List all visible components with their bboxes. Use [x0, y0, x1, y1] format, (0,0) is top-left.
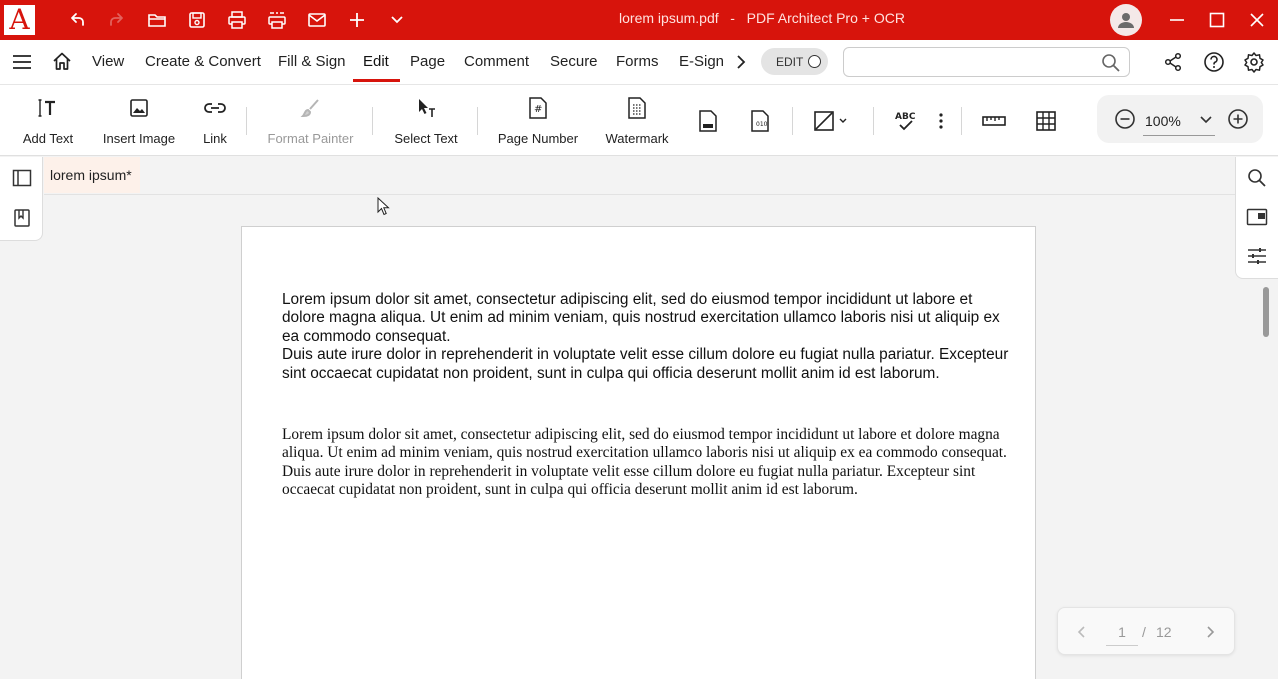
find-search-icon[interactable] — [1247, 168, 1267, 193]
zoom-chevron-down-icon[interactable] — [1199, 113, 1213, 131]
link-button[interactable]: Link — [201, 95, 229, 146]
tab-comment[interactable]: Comment — [464, 53, 530, 70]
share-icon[interactable] — [1163, 52, 1183, 77]
insert-image-button[interactable]: Insert Image — [101, 95, 177, 146]
tab-fill-sign[interactable]: Fill & Sign — [278, 53, 346, 70]
page-number-button[interactable]: # Page Number — [497, 95, 579, 146]
more-options-icon[interactable] — [928, 108, 954, 134]
zoom-control — [1097, 95, 1263, 143]
ruler-icon[interactable] — [981, 108, 1007, 134]
new-plus-icon[interactable] — [345, 8, 369, 32]
link-icon — [202, 95, 228, 121]
svg-text:#: # — [534, 104, 543, 115]
ribbon-separator — [477, 107, 478, 135]
tab-create-convert[interactable]: Create & Convert — [145, 53, 261, 70]
mouse-pointer-icon — [377, 197, 391, 222]
tab-forms[interactable]: Forms — [616, 53, 659, 70]
image-icon — [128, 95, 150, 121]
pdf-page — [241, 226, 1036, 679]
ribbon-separator — [372, 107, 373, 135]
svg-text:010: 010 — [756, 121, 768, 128]
zoom-in-icon[interactable] — [1227, 108, 1249, 135]
window-title: lorem ipsum.pdf - PDF Architect Pro + OCR — [619, 10, 905, 26]
paragraph-serif[interactable]: Lorem ipsum dolor sit amet, consectetur adipiscing elit, sed do eiusmod tempor incididunt ut labore et dolore magna aliqua. Ut enim ad minim veniam, quis nostrud exercitation ullamco laboris nisi ut aliquip ex ea commodo consequat. Duis aute irure dolor in reprehenderit in voluptate velit esse cillum dolore eu fugiat nulla pariatur. Excepteur sint occaecat cupidatat non proident, sunt in culpa qui officia deserunt mollit anim id est laborum. — [282, 426, 1007, 499]
save-icon[interactable] — [185, 8, 209, 32]
tab-view[interactable]: View — [92, 53, 125, 70]
page-separator: / — [1142, 624, 1146, 640]
add-text-button[interactable]: Add Text — [22, 95, 74, 146]
bates-numbering-icon[interactable] — [747, 108, 773, 134]
hamburger-menu-icon[interactable] — [12, 52, 32, 77]
spell-check-icon[interactable] — [893, 108, 919, 134]
page-number-icon — [527, 95, 549, 121]
watermark-icon — [626, 95, 648, 121]
print-preview-icon[interactable] — [265, 8, 289, 32]
unsaved-marker: * — [126, 167, 132, 183]
next-page-icon[interactable] — [1200, 622, 1220, 642]
tab-edit[interactable]: Edit — [363, 53, 389, 70]
watermark-button[interactable]: Watermark — [603, 95, 671, 146]
vertical-scrollbar-thumb[interactable] — [1263, 287, 1269, 337]
user-avatar-icon[interactable] — [1110, 4, 1142, 36]
ribbon-separator — [246, 107, 247, 135]
previous-page-icon[interactable] — [1072, 622, 1092, 642]
document-tab-name: lorem ipsum — [50, 167, 127, 183]
edit-ribbon — [0, 84, 1278, 156]
redact-dropdown-icon[interactable] — [812, 108, 852, 134]
left-panel — [0, 157, 43, 241]
adjustments-sliders-icon[interactable] — [1246, 246, 1268, 271]
header-footer-icon[interactable] — [695, 108, 721, 134]
current-page-underline — [1106, 645, 1138, 646]
maximize-icon[interactable] — [1205, 8, 1229, 32]
add-text-icon — [37, 95, 59, 121]
zoom-out-icon[interactable] — [1114, 108, 1136, 135]
title-bar — [0, 0, 1278, 40]
open-folder-icon[interactable] — [145, 8, 169, 32]
edit-toggle-label: EDIT — [776, 54, 804, 69]
ribbon-separator — [792, 107, 793, 135]
redo-icon[interactable] — [105, 8, 129, 32]
right-panel — [1235, 157, 1278, 279]
bookmark-icon[interactable] — [13, 208, 31, 233]
sidebar-toggle-icon[interactable] — [12, 169, 32, 192]
paragraph-sans[interactable]: Lorem ipsum dolor sit amet, consectetur adipiscing elit, sed do eiusmod tempor incididunt ut labore et dolore magna aliqua. Ut enim ad minim veniam, quis nostrud exercitation ullamco laboris nisi ut aliquip ex ea commodo consequat. Duis aute irure dolor in reprehenderit in voluptate velit esse cillum dolore eu fugiat nulla pariatur. Excepteur sint occaecat cupidatat non proident, sunt in culpa qui officia deserunt mollit anim id est laborum. — [282, 291, 1009, 382]
paint-brush-icon — [300, 95, 322, 121]
toggle-knob — [808, 55, 821, 68]
settings-gear-icon[interactable] — [1243, 51, 1265, 78]
svg-text:ABC: ABC — [895, 112, 916, 122]
properties-panel-icon[interactable] — [1246, 208, 1268, 231]
select-text-button[interactable]: Select Text — [393, 95, 459, 146]
tab-secure[interactable]: Secure — [550, 53, 598, 70]
current-page-input[interactable]: 1 — [1118, 624, 1126, 640]
home-icon[interactable] — [52, 51, 72, 76]
active-tab-indicator — [353, 79, 400, 82]
tab-e-sign[interactable]: E-Sign — [679, 53, 725, 70]
document-tab[interactable] — [44, 157, 140, 193]
close-icon[interactable] — [1245, 8, 1269, 32]
ribbon-separator — [961, 107, 962, 135]
help-icon[interactable] — [1203, 51, 1225, 78]
search-icon — [1101, 53, 1121, 73]
ribbon-separator — [873, 107, 874, 135]
grid-icon[interactable] — [1033, 108, 1059, 134]
quick-access-chevron-down-icon[interactable] — [385, 8, 409, 32]
search-input[interactable] — [843, 47, 1130, 77]
tab-strip-divider — [44, 194, 1235, 195]
email-icon[interactable] — [305, 8, 329, 32]
total-pages: 12 — [1156, 624, 1172, 640]
app-logo-icon: A — [4, 5, 35, 35]
minimize-icon[interactable] — [1165, 8, 1189, 32]
select-text-cursor-icon — [415, 95, 437, 121]
zoom-level[interactable]: 100% — [1145, 113, 1181, 129]
zoom-underline — [1143, 135, 1215, 136]
print-icon[interactable] — [225, 8, 249, 32]
tabs-scroll-right-icon[interactable] — [733, 53, 749, 76]
undo-icon[interactable] — [65, 8, 89, 32]
page-navigator — [1057, 607, 1235, 655]
tab-page[interactable]: Page — [410, 53, 446, 70]
edit-mode-toggle[interactable] — [761, 48, 828, 75]
format-painter-button[interactable]: Format Painter — [267, 95, 354, 146]
